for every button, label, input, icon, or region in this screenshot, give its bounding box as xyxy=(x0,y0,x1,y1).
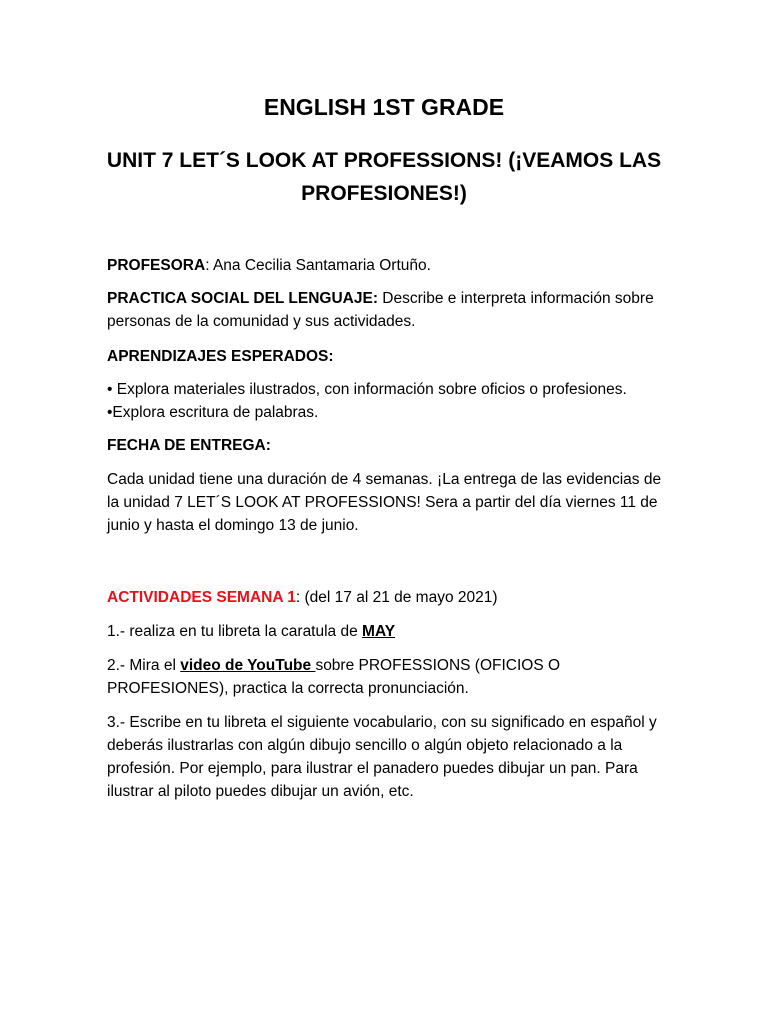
activity-3: 3.- Escribe en tu libreta el siguiente vocabulario, con su significado en español y deberás ilustrarlas con algún dibujo sencillo o algún objeto relacionado a la profesión. Por ejemplo, para ilustrar el panadero puedes dibujar un pan. Para ilustrar al piloto puedes dibujar un avión, etc. xyxy=(107,714,657,800)
activity-2-prefix: 2.- Mira el xyxy=(107,657,181,674)
due-date-text: Cada unidad tiene una duración de 4 semanas. ¡La entrega de las evidencias de la unidad 7 LET´S LOOK AT PROFESSIONS! Sera a partir del día viernes 11 de junio y hasta el domingo 13 de junio. xyxy=(107,471,662,534)
activity-1 xyxy=(107,620,667,643)
week-activities-heading xyxy=(107,586,667,609)
document-title: ENGLISH 1ST GRADE xyxy=(263,94,505,120)
week-activities-range: : (del 17 al 21 de mayo 2021) xyxy=(295,589,498,606)
social-practice-line xyxy=(107,287,667,333)
expected-learning-item: •Explora escritura de palabras. xyxy=(107,404,319,421)
expected-learning-heading: APRENDIZAJES ESPERADOS: xyxy=(107,348,334,365)
social-practice-label: PRACTICA SOCIAL DEL LENGUAJE: xyxy=(107,290,378,307)
teacher-label: PROFESORA xyxy=(107,257,206,274)
expected-learning-item: • Explora materiales ilustrados, con información sobre oficios o profesiones. xyxy=(107,381,627,398)
teacher-name: : Ana Cecilia Santamaria Ortuño. xyxy=(205,257,431,274)
teacher-line xyxy=(107,254,667,277)
social-practice-text: Describe e interpreta información sobre personas de la comunidad y sus actividades. xyxy=(107,290,654,330)
may-link[interactable]: MAY xyxy=(362,623,396,640)
unit-title: UNIT 7 LET´S LOOK AT PROFESSIONS! (¡VEAMOS LAS PROFESIONES!) xyxy=(106,149,662,205)
activity-1-text: 1.- realiza en tu libreta la caratula de xyxy=(107,623,363,640)
week-activities-label: ACTIVIDADES SEMANA 1 xyxy=(107,589,296,606)
due-date-heading: FECHA DE ENTREGA: xyxy=(107,437,271,454)
activity-2-suffix: sobre PROFESSIONS (OFICIOS O PROFESIONES), practica la correcta pronunciación. xyxy=(107,657,561,697)
activity-2 xyxy=(107,654,667,700)
youtube-video-link[interactable]: video de YouTube xyxy=(180,657,316,674)
